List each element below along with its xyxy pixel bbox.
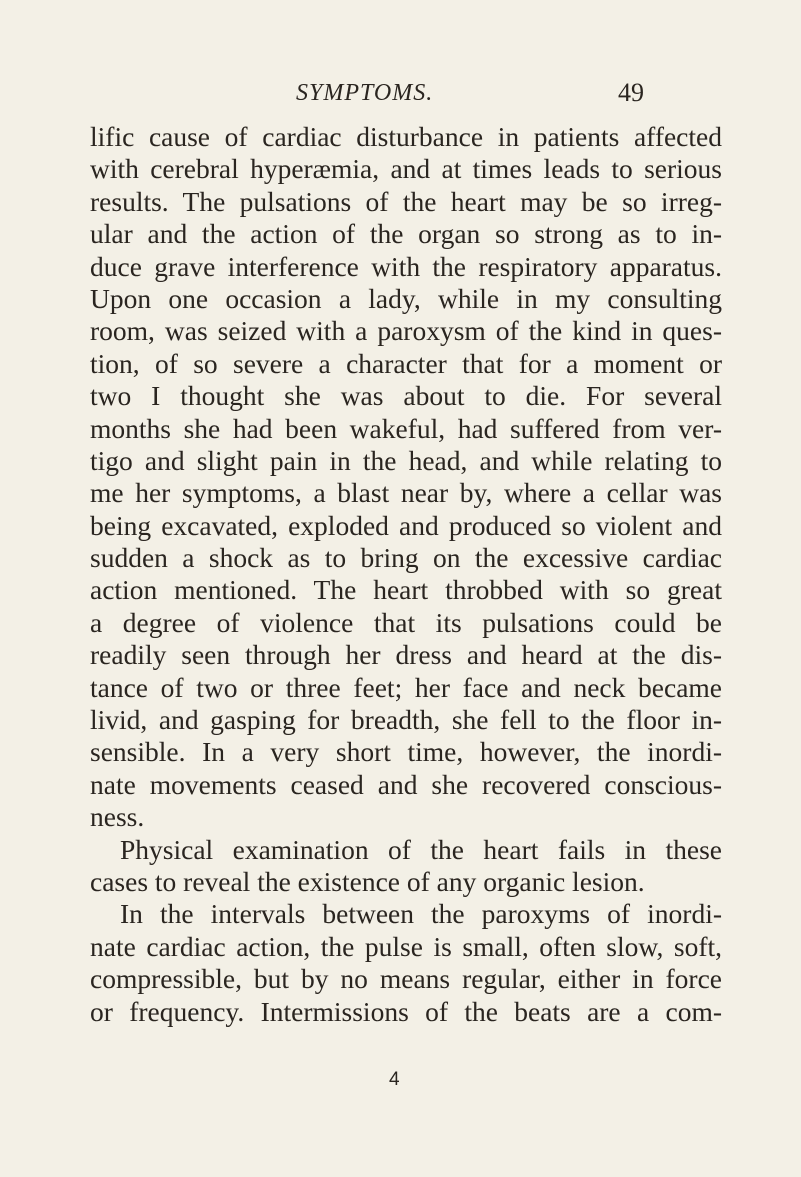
text-line: In the intervals between the paroxyms of inordi- (120, 898, 722, 930)
text-line: cases to reveal the existence of any organic lesion. (90, 865, 645, 897)
text-line: nate cardiac action, the pulse is small, often slow, soft, (90, 930, 722, 962)
text-line: room, was seized with a paroxysm of the kind in ques- (90, 315, 722, 347)
running-title: SYMPTOMS. (296, 80, 434, 106)
signature-mark: 4 (389, 1069, 400, 1090)
text-line: a degree of violence that its pulsations could be (90, 606, 722, 638)
text-line: nate movements ceased and she recovered conscious- (90, 768, 722, 800)
text-line: lific cause of cardiac disturbance in patients affected (90, 121, 722, 152)
text-line: being excavated, exploded and produced so violent and (90, 509, 722, 541)
text-line: two I thought she was about to die. For several (90, 380, 722, 412)
text-line: months she had been wakeful, had suffered from ver- (90, 412, 722, 444)
text-line: tigo and slight pain in the head, and while relating to (90, 444, 722, 476)
page-number: 49 (618, 78, 644, 107)
text-line: sudden a shock as to bring on the excessive cardiac (90, 542, 722, 574)
text-line: readily seen through her dress and heard at the dis- (90, 639, 722, 671)
text-line: Physical examination of the heart fails in these (120, 833, 722, 865)
text-line: duce grave interference with the respiratory apparatus. (90, 250, 722, 282)
text-line: sensible. In a very short time, however, the inordi- (90, 736, 722, 768)
text-line: action mentioned. The heart throbbed with so great (90, 574, 722, 606)
text-line: or frequency. Intermissions of the beats are a com- (90, 995, 722, 1027)
text-line: tance of two or three feet; her face and neck became (90, 671, 722, 703)
text-line: with cerebral hyperæmia, and at times leads to serious (90, 153, 722, 185)
running-head (0, 77, 801, 109)
text-line: compressible, but by no means regular, either in force (90, 963, 722, 995)
text-line: me her symptoms, a blast near by, where a cellar was (90, 477, 722, 509)
text-line: tion, of so severe a character that for a moment or (90, 347, 722, 379)
text-line: Upon one occasion a lady, while in my consulting (90, 282, 722, 314)
text-line: ness. (90, 801, 145, 833)
text-line: ular and the action of the organ so strong as to in- (90, 218, 722, 250)
text-line: livid, and gasping for breadth, she fell to the floor in- (90, 704, 722, 736)
text-line: results. The pulsations of the heart may be so irreg- (90, 185, 722, 217)
body-text (90, 121, 722, 1028)
